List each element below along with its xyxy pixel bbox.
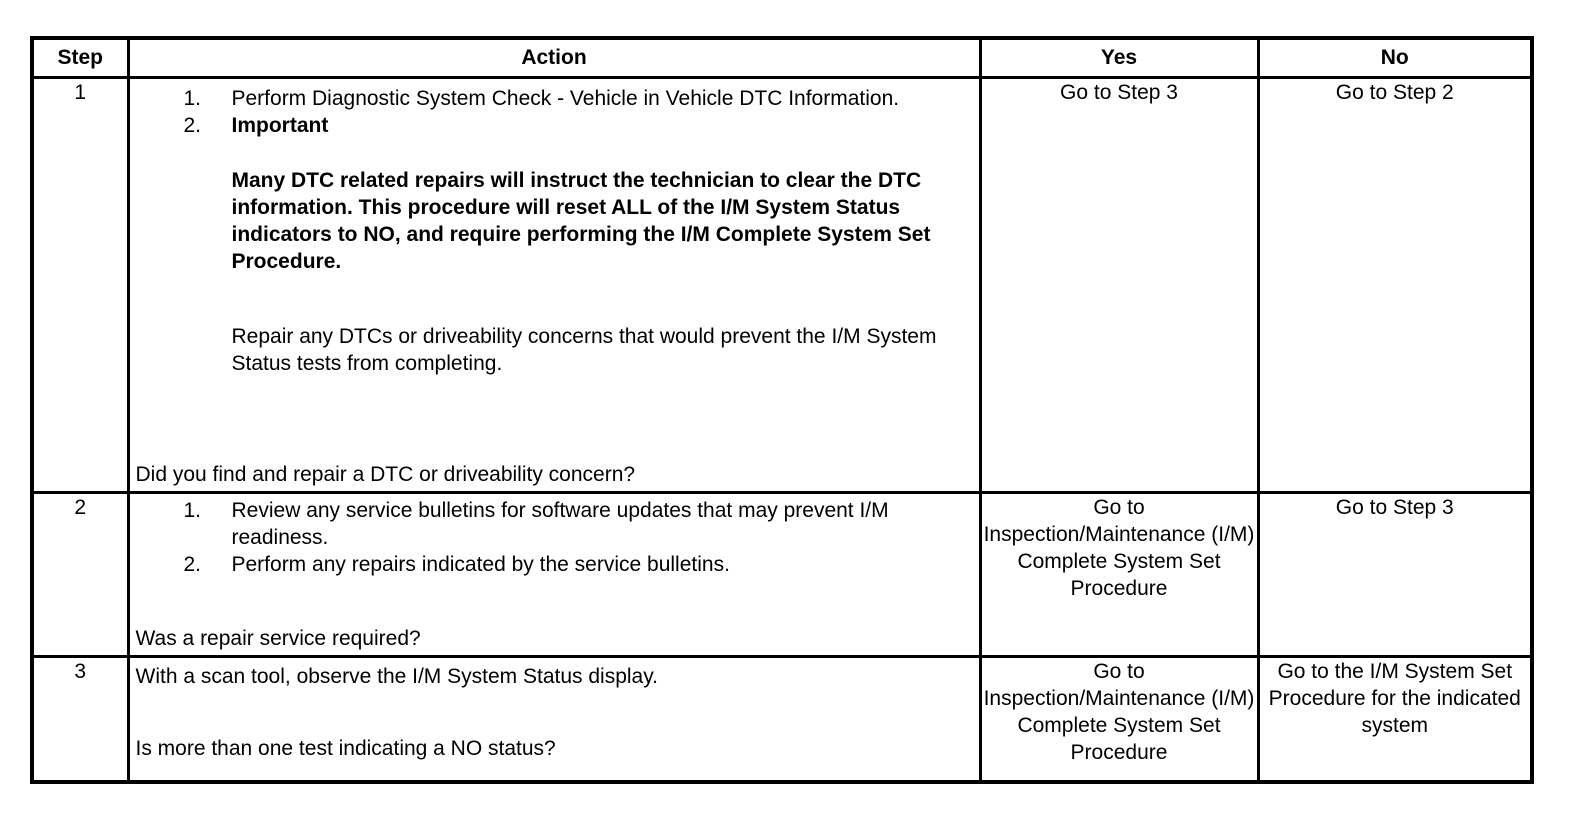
header-step: Step [32,38,128,77]
table-row [32,656,1532,782]
list-item-number: 1. [183,498,202,522]
header-no: No [1258,38,1532,77]
step-number: 3 [32,656,128,782]
important-heading: Important [231,113,329,137]
list-item-text: Review any service bulletins for software updates that may prevent I/M readiness. [231,498,889,549]
header-action: Action [128,38,980,77]
list-item [130,551,979,578]
action-cell [128,656,980,782]
step-question: Did you find and repair a DTC or driveability concern? [135,462,636,486]
repair-note: Repair any DTCs or driveability concerns that would prevent the I/M System Status tests from completing. [231,324,937,375]
list-item-text: Perform Diagnostic System Check - Vehicle in Vehicle DTC Information. [231,86,900,110]
step-question: Was a repair service required? [135,626,421,650]
step-instruction: With a scan tool, observe the I/M System Status display. [135,664,658,688]
action-cell [128,492,980,656]
list-item-number: 1. [183,86,202,110]
yes-result: Go to Inspection/Maintenance (I/M) Complete System Set Procedure [980,492,1258,656]
important-note: Many DTC related repairs will instruct the technician to clear the DTC information. This procedure will reset ALL of the I/M System Status indicators to NO, and require performing the I/M Complete System Set Procedure. [231,168,931,273]
table-row [32,77,1532,492]
step-number: 1 [32,77,128,492]
action-cell [128,77,980,492]
header-yes: Yes [980,38,1258,77]
list-item [130,85,979,112]
no-result: Go to Step 3 [1258,492,1532,656]
list-item-number: 2. [183,552,202,576]
step-question: Is more than one test indicating a NO status? [135,737,556,760]
no-result: Go to Step 2 [1258,77,1532,492]
no-result: Go to the I/M System Set Procedure for the indicated system [1258,656,1532,782]
list-item [130,497,979,551]
list-item [130,112,979,139]
yes-result: Go to Step 3 [980,77,1258,492]
list-item-text: Perform any repairs indicated by the service bulletins. [231,552,730,576]
diagnostic-procedure-table [30,36,1534,784]
header-row [32,38,1532,77]
table-row [32,492,1532,656]
list-item-number: 2. [183,113,202,137]
yes-result: Go to Inspection/Maintenance (I/M) Complete System Set Procedure [980,656,1258,782]
step-number: 2 [32,492,128,656]
